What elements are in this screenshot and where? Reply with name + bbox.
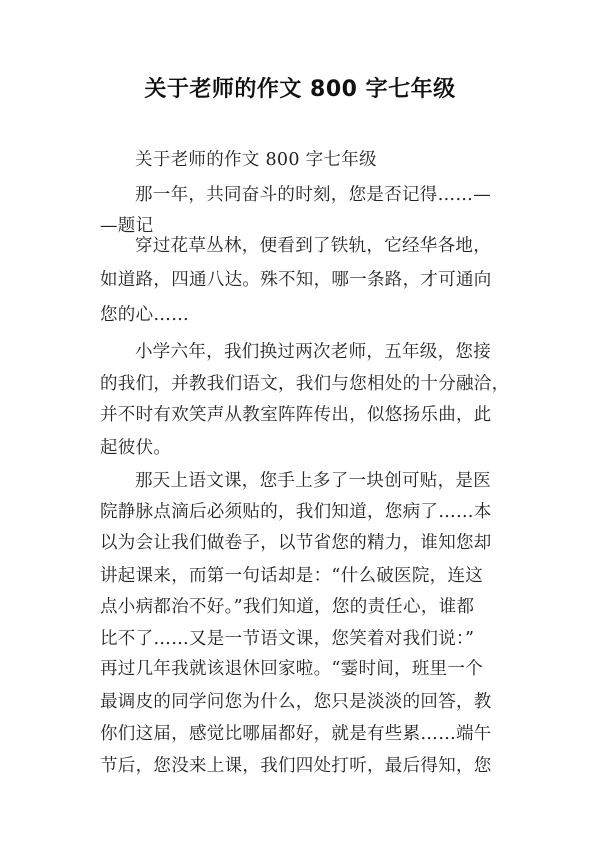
text-line: 你们这届，感觉比哪届都好，就是有些累……端午 <box>100 724 492 744</box>
text-line: 以为会让我们做卷子，以节省您的精力，谁知您却 <box>100 533 492 553</box>
text-line: 院静脉点滴后必须贴的，我们知道，您病了……本 <box>100 502 492 522</box>
text-line: 您的心…… <box>100 305 189 325</box>
text-line: 那天上语文课，您手上多了一块创可贴，是医 <box>135 471 491 491</box>
document-title: 关于老师的作文 800 字七年级 <box>144 77 456 102</box>
text-line: 穿过花草丛林，便看到了铁轨，它经华各地， <box>135 236 491 256</box>
text-line: 比不了……又是一节语文课，您笑着对我们说：” <box>100 629 475 649</box>
text-line: 节后，您没来上课，我们四处打听，最后得知，您 <box>100 756 492 776</box>
text-line: 那一年，共同奋斗的时刻，您是否记得……— <box>135 185 491 205</box>
text-line: 再过几年我就该退休回家啦。“霎时间，班里一个 <box>100 659 484 679</box>
text-line: 讲起课来，而第一句话却是：“什么破医院，连这 <box>100 566 484 586</box>
text-line: 点小病都治不好。”我们知道，您的责任心，谁都 <box>100 597 475 617</box>
text-line: 关于老师的作文 800 字七年级 <box>135 150 377 170</box>
text-line: —题记 <box>100 216 154 236</box>
text-line: 如道路，四通八达。殊不知，哪一条路，才可通向 <box>100 270 492 290</box>
text-line: 小学六年，我们换过两次老师，五年级，您接 <box>135 342 491 362</box>
text-line: 起彼伏。 <box>100 438 172 458</box>
text-line: 的我们，并教我们语文，我们与您相处的十分融洽， <box>100 374 510 394</box>
text-line: 最调皮的同学问您为什么，您只是淡淡的回答，教 <box>100 692 492 712</box>
text-line: 并不时有欢笑声从教室阵阵传出，似悠扬乐曲，此 <box>100 405 492 425</box>
